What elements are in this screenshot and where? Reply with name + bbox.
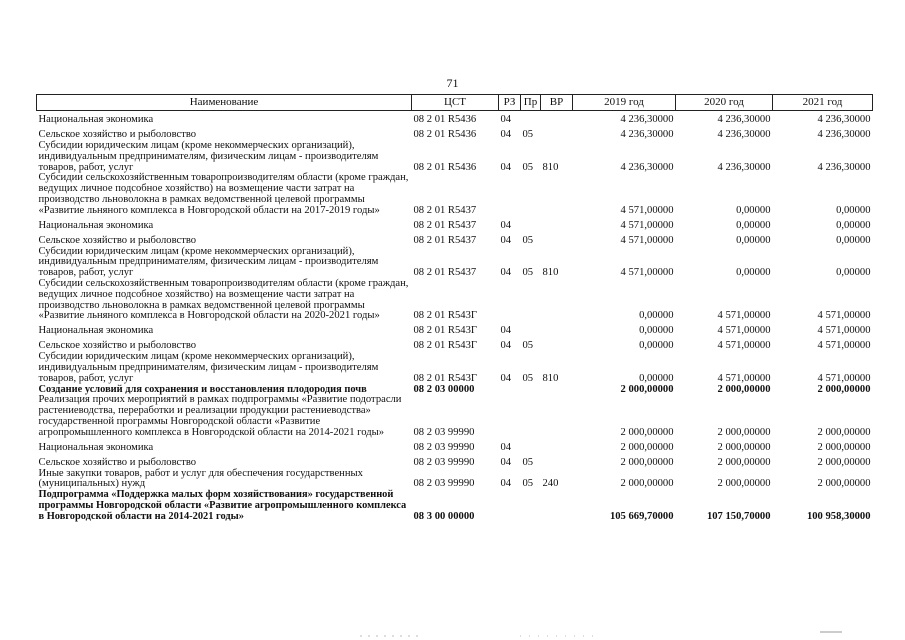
table-row	[37, 439, 873, 454]
cell-pr	[521, 173, 541, 216]
cell-name: Иные закупки товаров, работ и услуг для обеспечения государственных (муниципальных) нужд	[38, 467, 363, 490]
cell-name: Подпрограмма «Поддержка малых форм хозяйствования» государственной программы Новгородской области «Развитие агропромышленного комплекса в Новгородской области на 2014-2021 годы»	[38, 489, 407, 522]
table-row	[37, 279, 873, 322]
cell-2020: 0,00000	[736, 204, 771, 216]
cell-rz: 04	[500, 267, 512, 279]
cell-name: Сельское хозяйство и рыболовство	[38, 340, 197, 352]
cell-cst: 08 2 01 R5437	[413, 219, 477, 231]
budget-table	[36, 94, 873, 523]
table-row	[37, 217, 873, 232]
cell-cst: 08 2 01 R5437	[413, 267, 477, 279]
cell-2020: 2 000,00000	[717, 441, 771, 453]
cell-2020: 2 000,00000	[717, 478, 771, 490]
cell-2021: 2 000,00000	[817, 478, 871, 490]
header-pr: Пр	[521, 95, 541, 111]
cell-vr	[541, 217, 573, 232]
cell-2021: 4 236,30000	[817, 161, 871, 173]
cell-2021: 0,00000	[836, 219, 871, 231]
cell-cst: 08 2 03 99990	[413, 426, 475, 438]
cell-rz: 04	[500, 372, 512, 384]
cell-rz: 04	[500, 219, 512, 231]
cell-2020: 4 236,30000	[717, 161, 771, 173]
cell-2019: 0,00000	[639, 310, 674, 322]
cell-pr	[521, 439, 541, 454]
cell-rz: 04	[500, 325, 512, 337]
cell-cst: 08 2 01 R5436	[413, 114, 477, 126]
table-row	[37, 247, 873, 279]
cell-rz	[499, 490, 521, 522]
table-header-row	[37, 95, 873, 111]
cell-rz: 04	[500, 478, 512, 490]
cell-vr	[541, 322, 573, 337]
cell-vr	[541, 173, 573, 216]
table-row	[37, 395, 873, 438]
cell-rz	[499, 173, 521, 216]
cell-2020: 0,00000	[736, 219, 771, 231]
cell-cst: 08 2 01 R5436	[413, 161, 477, 173]
cell-2020: 4 571,00000	[717, 372, 771, 384]
cell-2019: 4 236,30000	[620, 129, 674, 141]
cell-2019: 0,00000	[639, 325, 674, 337]
cell-cst: 08 2 01 R5437	[413, 204, 477, 216]
header-rz: РЗ	[499, 95, 521, 111]
cell-vr	[541, 454, 573, 469]
cell-2021: 4 571,00000	[817, 372, 871, 384]
cell-pr: 05	[522, 372, 534, 384]
cell-2020: 2 000,00000	[717, 383, 771, 395]
cell-2021: 4 571,00000	[817, 340, 871, 352]
cell-2019: 4 571,00000	[620, 219, 674, 231]
cell-name: Субсидии сельскохозяйственным товаропроизводителям области (кроме граждан, ведущих личное подсобное хозяйство) на возмещение части затрат на производство льноволокна в рамках ведомственной целевой программы «Развитие льняного комплекса в Новгородской области на 2020-2021 годы»	[38, 277, 409, 322]
table-body	[37, 111, 873, 523]
cell-2019: 0,00000	[639, 340, 674, 352]
cell-name: Национальная экономика	[38, 325, 154, 337]
cell-vr	[541, 111, 573, 127]
cell-2021: 4 571,00000	[817, 325, 871, 337]
cell-vr: 810	[542, 267, 559, 279]
cell-2020: 0,00000	[736, 267, 771, 279]
header-2020: 2020 год	[676, 95, 773, 111]
cell-vr	[541, 126, 573, 141]
table-row	[37, 337, 873, 352]
cell-2019: 4 236,30000	[620, 161, 674, 173]
cell-name: Субсидии юридическим лицам (кроме некоммерческих организаций), индивидуальным предпринимателям, физическим лицам - производителям товаров, работ, услуг	[38, 351, 379, 384]
cell-2019: 4 236,30000	[620, 114, 674, 126]
cell-2019: 4 571,00000	[620, 234, 674, 246]
cell-2020: 4 236,30000	[717, 114, 771, 126]
cell-rz: 04	[500, 441, 512, 453]
cell-2021: 4 236,30000	[817, 114, 871, 126]
scan-edge-marks	[0, 628, 905, 640]
cell-vr	[541, 439, 573, 454]
cell-2020: 4 571,00000	[717, 325, 771, 337]
cell-cst: 08 2 03 99990	[413, 456, 475, 468]
cell-name: Реализация прочих мероприятий в рамках подпрограммы «Развитие подотрасли растениеводства, переработки и реализации продукции растениеводства» государственной программы Новгородской области «Развитие агропромышленного комплекса в Новгородской области на 2014-2021 годы»	[38, 394, 402, 438]
table-row	[37, 322, 873, 337]
table-row	[37, 490, 873, 522]
cell-name: Субсидии юридическим лицам (кроме некоммерческих организаций), индивидуальным предпринимателям, физическим лицам - производителям товаров, работ, услуг	[38, 245, 379, 279]
cell-rz: 04	[500, 456, 512, 468]
table-row	[37, 454, 873, 469]
cell-2020: 2 000,00000	[717, 426, 771, 438]
cell-2019: 0,00000	[639, 372, 674, 384]
cell-vr: 810	[542, 372, 559, 384]
cell-name: Сельское хозяйство и рыболовство	[38, 234, 197, 246]
cell-2021: 0,00000	[836, 204, 871, 216]
cell-2021: 2 000,00000	[817, 456, 871, 468]
cell-pr	[521, 279, 541, 322]
cell-rz: 04	[500, 114, 512, 126]
cell-cst: 08 2 01 R543Г	[413, 372, 478, 384]
table-row	[37, 232, 873, 247]
cell-vr	[541, 337, 573, 352]
cell-2019: 4 571,00000	[620, 267, 674, 279]
cell-vr	[541, 232, 573, 247]
cell-cst: 08 2 03 99990	[413, 441, 475, 453]
cell-rz: 04	[500, 161, 512, 173]
page-number: 71	[446, 76, 459, 90]
cell-vr: 810	[542, 161, 559, 173]
cell-pr: 05	[522, 234, 534, 246]
cell-rz	[499, 385, 521, 396]
cell-cst: 08 2 01 R5436	[413, 129, 477, 141]
cell-cst: 08 2 01 R543Г	[413, 310, 478, 322]
cell-2019: 2 000,00000	[620, 441, 674, 453]
cell-vr	[541, 490, 573, 522]
table-row	[37, 352, 873, 384]
cell-2019: 2 000,00000	[620, 426, 674, 438]
header-2021: 2021 год	[773, 95, 873, 111]
cell-name: Национальная экономика	[38, 219, 154, 231]
cell-cst: 08 2 01 R5437	[413, 234, 477, 246]
cell-name: Сельское хозяйство и рыболовство	[38, 456, 197, 468]
cell-2020: 4 236,30000	[717, 129, 771, 141]
cell-cst: 08 2 03 99990	[413, 478, 475, 490]
cell-2019: 4 571,00000	[620, 204, 674, 216]
cell-pr: 05	[522, 456, 534, 468]
cell-2020: 0,00000	[736, 234, 771, 246]
cell-2021: 4 571,00000	[817, 310, 871, 322]
cell-2021: 4 236,30000	[817, 129, 871, 141]
header-cst: ЦСТ	[412, 95, 499, 111]
cell-pr	[521, 111, 541, 127]
cell-2020: 107 150,70000	[706, 510, 771, 522]
cell-2019: 2 000,00000	[620, 456, 674, 468]
cell-name: Национальная экономика	[38, 441, 154, 453]
cell-2021: 0,00000	[836, 234, 871, 246]
cell-2019: 2 000,00000	[620, 478, 674, 490]
cell-name: Субсидии юридическим лицам (кроме некоммерческих организаций), индивидуальным предпринимателям, физическим лицам - производителям товаров, работ, услуг	[38, 140, 379, 173]
cell-cst: 08 3 00 00000	[413, 510, 475, 522]
header-vr: ВР	[541, 95, 573, 111]
table-row	[37, 111, 873, 127]
cell-rz: 04	[500, 234, 512, 246]
cell-2021: 2 000,00000	[817, 426, 871, 438]
cell-name: Создание условий для сохранения и восстановления плодородия почв	[38, 383, 367, 395]
cell-2021: 2 000,00000	[817, 383, 871, 395]
cell-2021: 0,00000	[836, 267, 871, 279]
cell-2020: 2 000,00000	[717, 456, 771, 468]
cell-2021: 100 958,30000	[806, 510, 871, 522]
cell-pr: 05	[522, 340, 534, 352]
cell-2021: 2 000,00000	[817, 441, 871, 453]
cell-pr	[521, 322, 541, 337]
cell-name: Сельское хозяйство и рыболовство	[38, 129, 197, 141]
cell-pr	[521, 217, 541, 232]
cell-pr	[521, 385, 541, 396]
table-row	[37, 173, 873, 216]
header-name: Наименование	[37, 95, 412, 111]
table-row	[37, 141, 873, 173]
cell-rz	[499, 395, 521, 438]
cell-cst: 08 2 01 R543Г	[413, 325, 478, 337]
cell-2020: 4 571,00000	[717, 310, 771, 322]
cell-pr: 05	[522, 267, 534, 279]
cell-pr: 05	[522, 161, 534, 173]
cell-vr: 240	[542, 478, 559, 490]
cell-pr	[521, 395, 541, 438]
cell-rz: 04	[500, 129, 512, 141]
cell-vr	[541, 385, 573, 396]
cell-rz: 04	[500, 340, 512, 352]
cell-name: Субсидии сельскохозяйственным товаропроизводителям области (кроме граждан, ведущих личное подсобное хозяйство) на возмещение части затрат на производство льноволокна в рамках ведомственной целевой программы «Развитие льняного комплекса в Новгородской области на 2017-2019 годы»	[38, 172, 409, 216]
cell-rz	[499, 279, 521, 322]
table-row	[37, 126, 873, 141]
cell-pr: 05	[522, 478, 534, 490]
cell-vr	[541, 279, 573, 322]
cell-pr: 05	[522, 129, 534, 141]
cell-cst: 08 2 03 00000	[413, 383, 475, 395]
cell-pr	[521, 490, 541, 522]
cell-name: Национальная экономика	[38, 114, 154, 126]
cell-2020: 4 571,00000	[717, 340, 771, 352]
header-2019: 2019 год	[573, 95, 676, 111]
cell-cst: 08 2 01 R543Г	[413, 340, 478, 352]
cell-2019: 105 669,70000	[609, 510, 674, 522]
cell-vr	[541, 395, 573, 438]
table-row	[37, 469, 873, 491]
cell-2019: 2 000,00000	[620, 383, 674, 395]
